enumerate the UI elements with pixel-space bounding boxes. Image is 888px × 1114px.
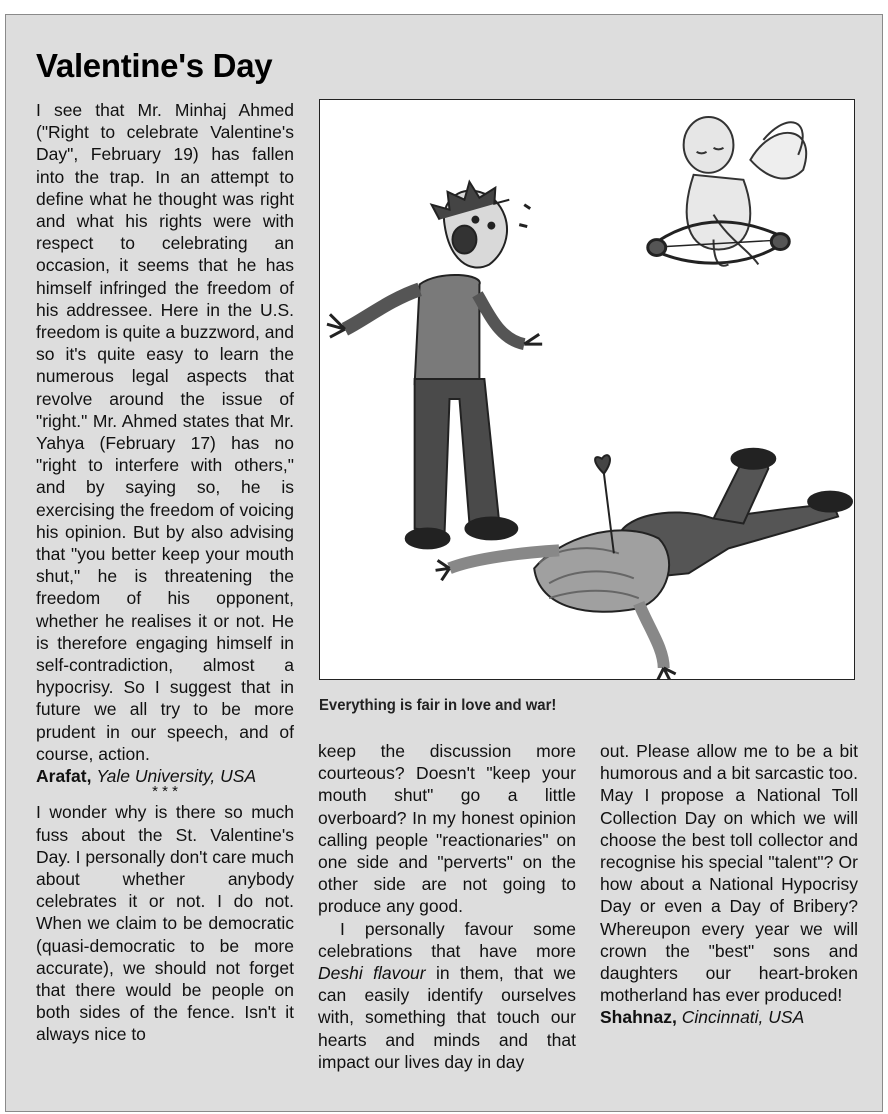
cartoon-illustration [319, 99, 855, 680]
article-title: Valentine's Day [36, 47, 273, 84]
newspaper-page [5, 14, 883, 1112]
illustration-caption: Everything is fair in love and war! [319, 697, 557, 714]
para-2-italic: Deshi flavour [318, 963, 426, 984]
cartoon-svg [320, 100, 854, 679]
column-1 [36, 99, 294, 1046]
shocked-boy-figure [327, 182, 542, 549]
separator: * * * [152, 783, 178, 801]
letter-2-para-1-part-2: keep the discussion more courteous? Doesn't "keep your mouth shut" go a little overboard? In my honest opinion calling people "reactionaries" on one side and "perverts" on the other side are not going to produce any good. [318, 741, 576, 917]
letter-2-affiliation: Cincinnati, USA [681, 1007, 805, 1028]
letter-2-para-2-continued: out. Please allow me to be a bit humorous and a bit sarcastic too. May I propose a National Toll Collection Day on which we will choose the best toll collector and recognise his special "talent"? Or how about a National Hypocrisy Day or even a Day of Bribery? Whereupon every year we will crown the "best" sons and daughters our heart-broken motherland has ever produced! [600, 741, 858, 1006]
column-3 [600, 740, 858, 1029]
para-2-lead: I personally favour some celebrations that have more [318, 918, 576, 961]
letter-1-body: I see that Mr. Minhaj Ahmed ("Right to celebrate Valentine's Day", February 19) has fallen into the trap. In an attempt to define what he thought was right and what his rights were with respect to celebrating an occasion, it seems that he has himself infringed the freedom of his addressee. Here in the U.S. freedom is quite a buzzword, and so it's quite easy to learn the numerous legal aspects that revolve around the issue of "right." Mr. Ahmed states that Mr. Yahya (February 17) has no "right to interfere with others," and by saying so, he is exercising the freedom of voicing his opinion. But by also advising that "you better keep your mouth shut," he is threatening the freedom of his opponent, whether he realises it or not. He is therefore engaging himself in self-contradiction, almost a hypocrisy. So I suggest that in future we all try to be more prudent in our speech, and of course, action. [36, 100, 294, 764]
letter-2-para-2 [318, 918, 576, 1073]
para-2-rest: in them, that we can easily identify ourselves with, something that touch our hearts and minds and that impact our lives day in day [318, 963, 576, 1072]
letter-2-signature [600, 1006, 858, 1028]
letter-1-affiliation: Yale University, USA [96, 766, 257, 787]
letter-2-para-1-part-1: I wonder why is there so much fuss about the St. Valentine's Day. I personally don't care much about whether anybody celebrates it or not. I do not. When we claim to be democratic (quasi-democratic to be more accurate), we should not forget that there would be people on both sides of the fence. Isn't it always nice to [36, 802, 294, 1045]
letter-2-author: Shahnaz, [600, 1007, 677, 1028]
letter-1-author: Arafat, [36, 766, 92, 787]
column-2 [318, 740, 576, 1073]
fallen-figure [436, 449, 852, 679]
